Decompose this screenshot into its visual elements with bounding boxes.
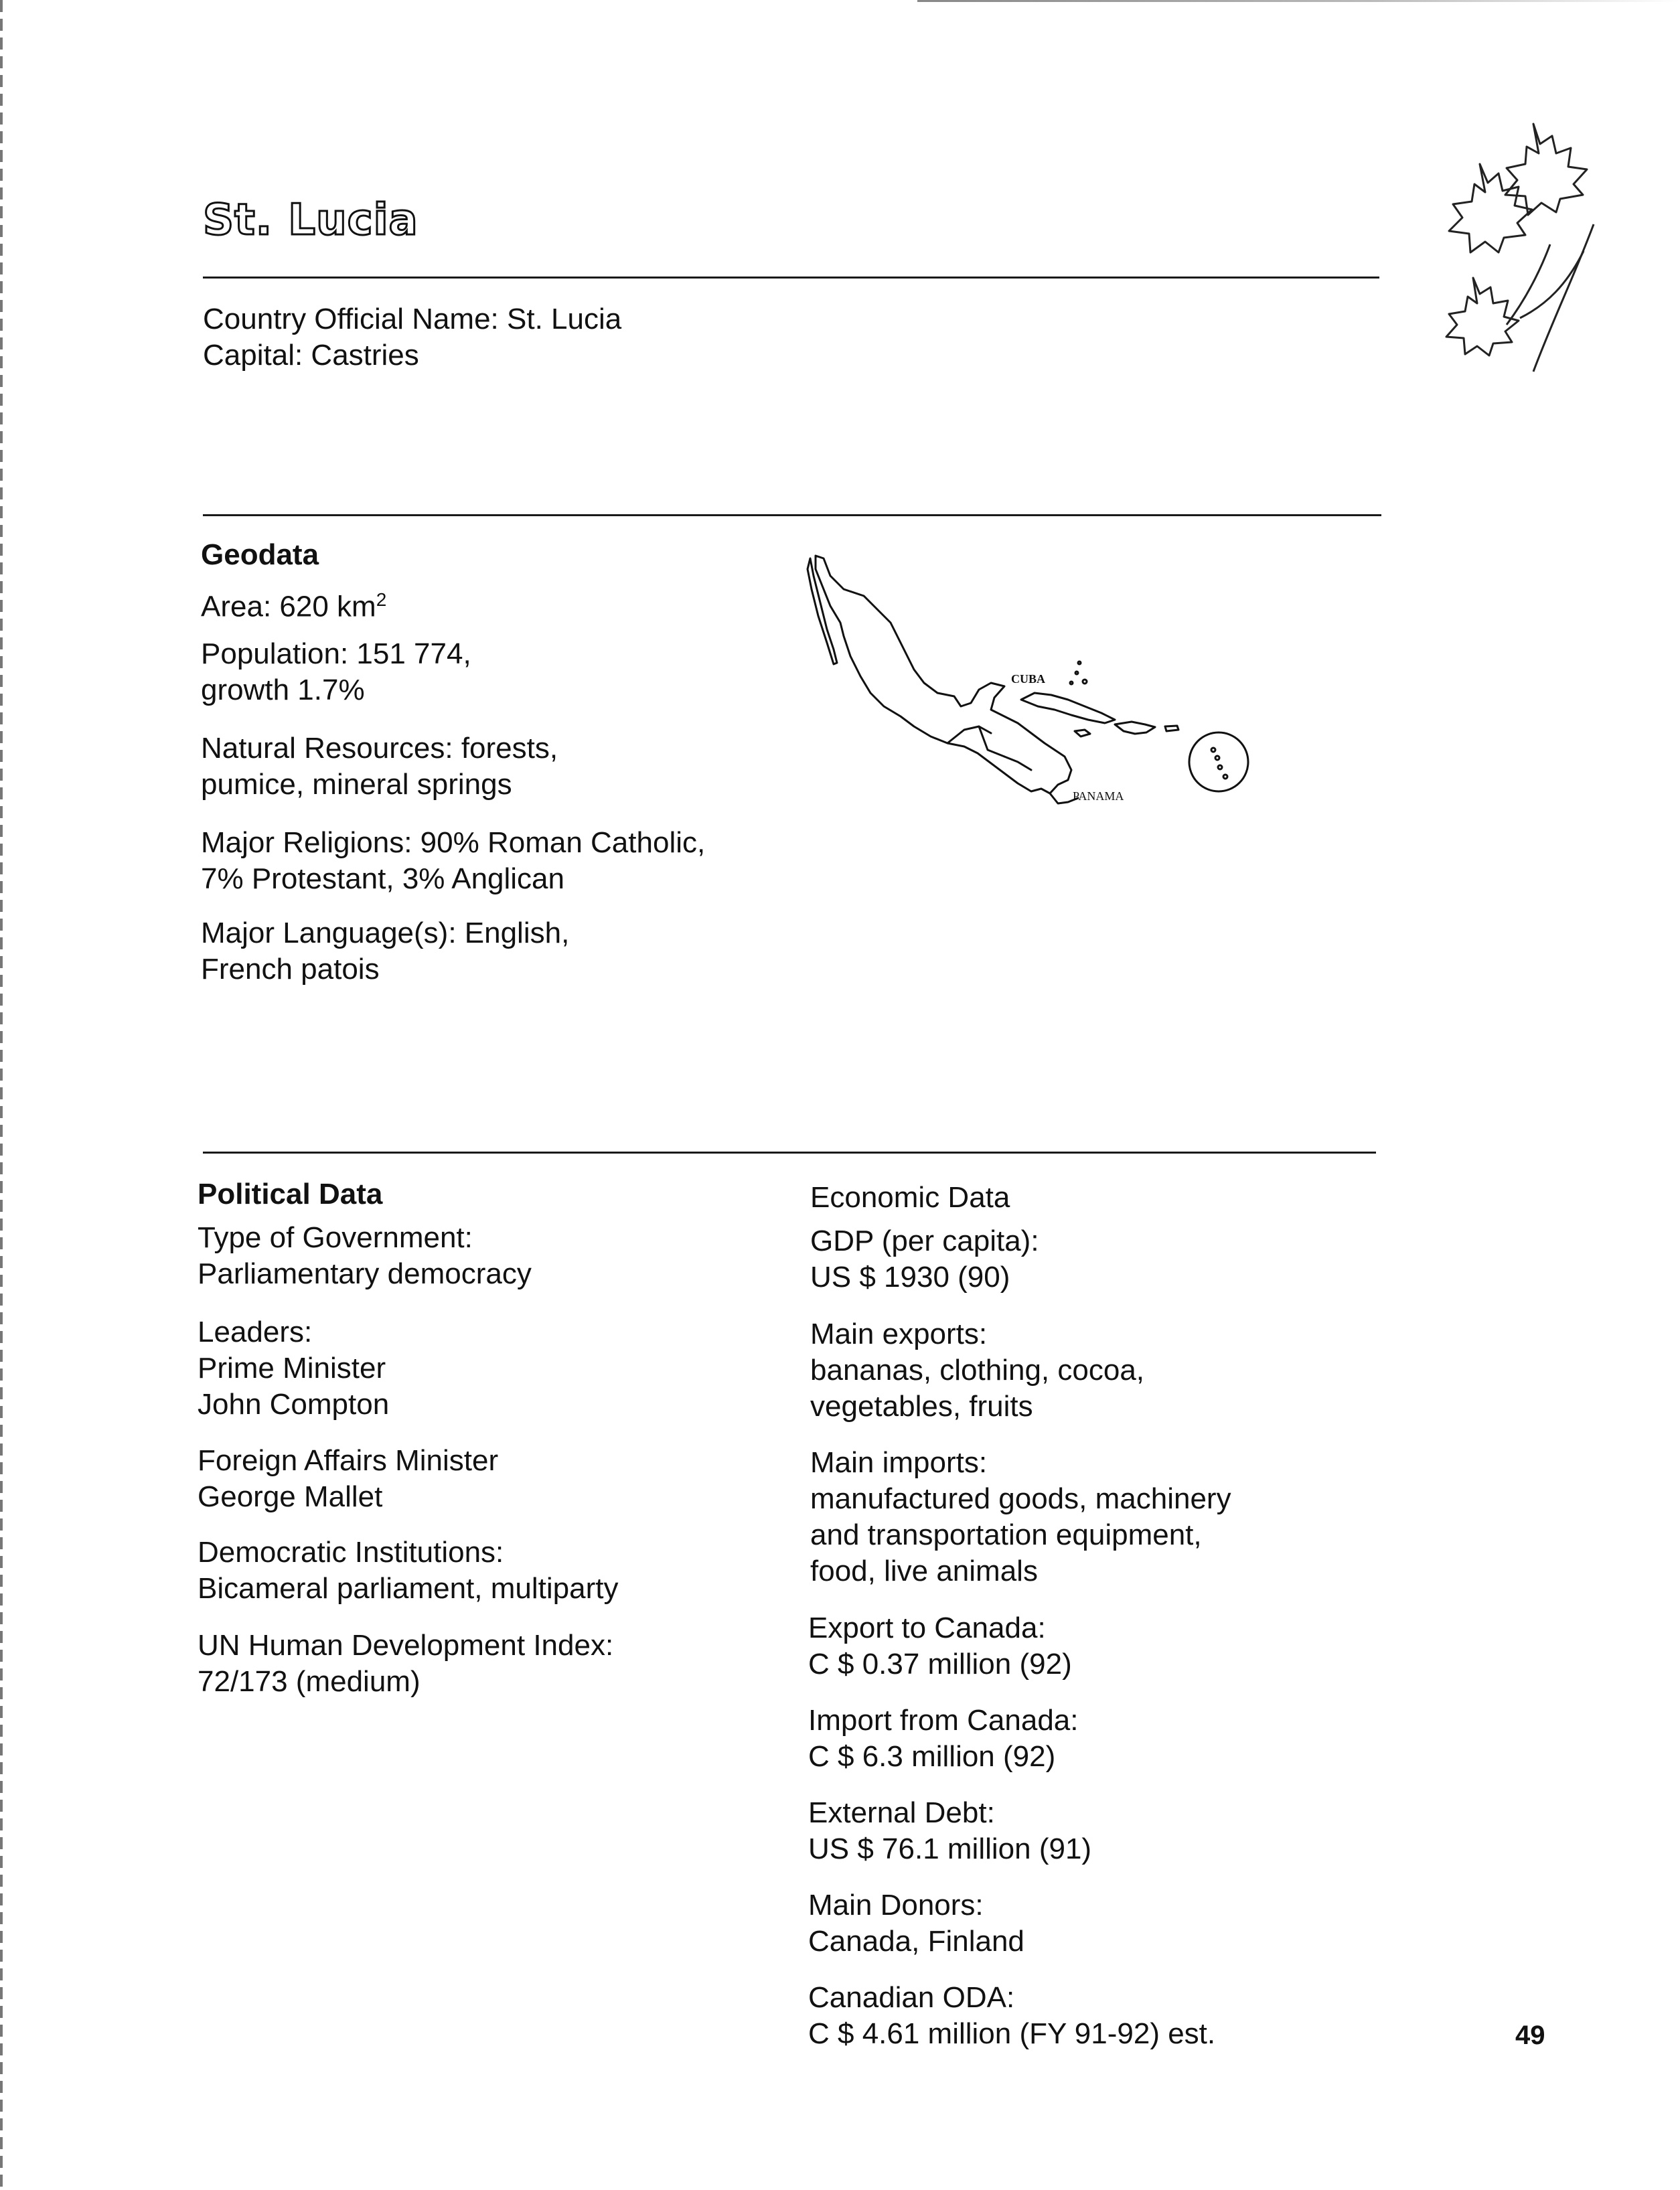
exports-label: Main exports: bbox=[810, 1318, 988, 1350]
oda-value: C $ 4.61 million (FY 91-92) est. bbox=[808, 2017, 1216, 2050]
major-religions bbox=[201, 825, 705, 897]
import-from-canada bbox=[808, 1703, 1079, 1775]
foreign-minister-label: Foreign Affairs Minister bbox=[198, 1444, 499, 1477]
government-label: Type of Government: bbox=[198, 1221, 473, 1254]
page-title: St. Lucia bbox=[203, 195, 418, 245]
resources-line-2: pumice, mineral springs bbox=[201, 768, 512, 801]
political-heading: Political Data bbox=[198, 1178, 383, 1210]
import-canada-value: C $ 6.3 million (92) bbox=[808, 1740, 1056, 1773]
map-label-cuba: CUBA bbox=[1011, 672, 1046, 686]
canadian-oda bbox=[808, 1980, 1215, 2052]
imports-line-1: manufactured goods, machinery bbox=[810, 1482, 1231, 1515]
leaders-label: Leaders: bbox=[198, 1316, 313, 1348]
page-number: 49 bbox=[1515, 2021, 1545, 2050]
government-value: Parliamentary democracy bbox=[198, 1257, 532, 1290]
hdi-value: 72/173 (medium) bbox=[198, 1665, 421, 1698]
resources-line-1: Natural Resources: forests, bbox=[201, 732, 558, 765]
major-languages bbox=[201, 915, 569, 988]
maple-leaf-icon bbox=[1440, 117, 1614, 378]
exports-line-2: vegetables, fruits bbox=[810, 1390, 1033, 1423]
foreign-minister-name: George Mallet bbox=[198, 1480, 383, 1513]
leaders-name: John Compton bbox=[198, 1388, 390, 1421]
democratic-institutions bbox=[198, 1535, 618, 1607]
gdp-label: GDP (per capita): bbox=[810, 1225, 1039, 1257]
gdp-value: US $ 1930 (90) bbox=[810, 1261, 1010, 1294]
donors-value: Canada, Finland bbox=[808, 1925, 1024, 1958]
data-divider bbox=[203, 1152, 1376, 1154]
export-canada-value: C $ 0.37 million (92) bbox=[808, 1648, 1072, 1680]
gdp bbox=[810, 1223, 1039, 1296]
imports-line-2: and transportation equipment, bbox=[810, 1518, 1202, 1551]
imports-line-3: food, live animals bbox=[810, 1555, 1038, 1587]
institutions-label: Democratic Institutions: bbox=[198, 1536, 504, 1569]
external-debt bbox=[808, 1795, 1091, 1867]
population-line-1: Population: 151 774, bbox=[201, 637, 471, 670]
population bbox=[201, 636, 471, 708]
official-name: Country Official Name: St. Lucia bbox=[203, 303, 622, 335]
hdi-label: UN Human Development Index: bbox=[198, 1629, 614, 1662]
area-superscript: 2 bbox=[376, 589, 387, 610]
area-label: Area: 620 km bbox=[201, 590, 376, 623]
main-donors bbox=[808, 1887, 1024, 1960]
population-line-2: growth 1.7% bbox=[201, 674, 365, 706]
imports-label: Main imports: bbox=[810, 1446, 988, 1479]
region-map bbox=[804, 549, 1259, 830]
government-type bbox=[198, 1220, 532, 1292]
economic-heading: Economic Data bbox=[810, 1181, 1010, 1214]
religions-line-1: Major Religions: 90% Roman Catholic, bbox=[201, 826, 706, 859]
institutions-value: Bicameral parliament, multiparty bbox=[198, 1572, 619, 1605]
import-canada-label: Import from Canada: bbox=[808, 1704, 1079, 1737]
languages-line-2: French patois bbox=[201, 953, 380, 986]
geodata-heading: Geodata bbox=[201, 538, 319, 571]
export-canada-label: Export to Canada: bbox=[808, 1612, 1046, 1644]
donors-label: Main Donors: bbox=[808, 1889, 984, 1922]
human-development-index bbox=[198, 1628, 613, 1700]
scan-edge-top bbox=[917, 0, 1680, 2]
natural-resources bbox=[201, 730, 558, 803]
area bbox=[201, 582, 386, 625]
geodata-divider bbox=[203, 514, 1381, 516]
foreign-minister bbox=[198, 1443, 498, 1515]
debt-label: External Debt: bbox=[808, 1796, 995, 1829]
exports-line-1: bananas, clothing, cocoa, bbox=[810, 1354, 1145, 1387]
religions-line-2: 7% Protestant, 3% Anglican bbox=[201, 862, 564, 895]
export-to-canada bbox=[808, 1610, 1072, 1683]
leaders-role: Prime Minister bbox=[198, 1352, 386, 1385]
main-imports bbox=[810, 1445, 1231, 1589]
scan-edge-left bbox=[0, 0, 3, 2190]
debt-value: US $ 76.1 million (91) bbox=[808, 1832, 1092, 1865]
languages-line-1: Major Language(s): English, bbox=[201, 917, 570, 949]
leaders bbox=[198, 1314, 389, 1423]
title-divider bbox=[203, 277, 1379, 279]
oda-label: Canadian ODA: bbox=[808, 1981, 1015, 2014]
capital: Capital: Castries bbox=[203, 339, 419, 372]
main-exports bbox=[810, 1316, 1144, 1425]
map-label-panama: PANAMA bbox=[1073, 789, 1124, 803]
